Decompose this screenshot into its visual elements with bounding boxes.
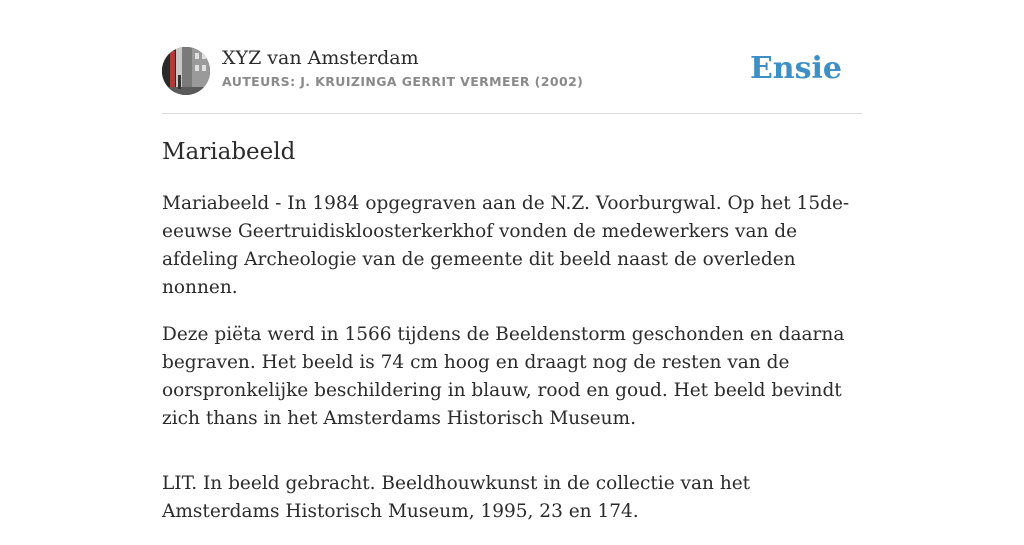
entry-header <box>162 0 862 114</box>
entry-card <box>162 0 862 522</box>
entry-title: Mariabeeld <box>162 139 296 165</box>
entry-body <box>162 190 862 545</box>
ensie-logo[interactable]: Ensie <box>749 51 842 86</box>
entry-paragraph-1: Mariabeeld - In 1984 opgegraven aan de N.Z. Voorburgwal. Op het 15de-eeuwse Geertruidiskloosterkerkhof vonden de medewerkers van de afdeling Archeologie van de gemeente dit beeld naast de overleden nonnen. <box>162 193 850 298</box>
entry-paragraph-literature: LIT. In beeld gebracht. Beeldhouwkunst in de collectie van het Amsterdams Historisch Museum, 1995, 23 en 174. <box>162 473 751 522</box>
book-cover-avatar[interactable] <box>162 47 210 95</box>
book-authors: AUTEURS: J. KRUIZINGA GERRIT VERMEER (2002) <box>222 74 584 89</box>
book-title[interactable]: XYZ van Amsterdam <box>222 47 419 69</box>
entry-paragraph-2: Deze piëta werd in 1566 tijdens de Beeldenstorm geschonden en daarna begraven. Het beeld is 74 cm hoog en draagt nog de resten van de oorspronkelijke beschildering in blauw, rood en goud. Het beeld bevindt zich thans in het Amsterdams Historisch Museum. <box>162 324 845 429</box>
book-meta <box>222 46 583 89</box>
book-cover-icon <box>162 47 210 95</box>
